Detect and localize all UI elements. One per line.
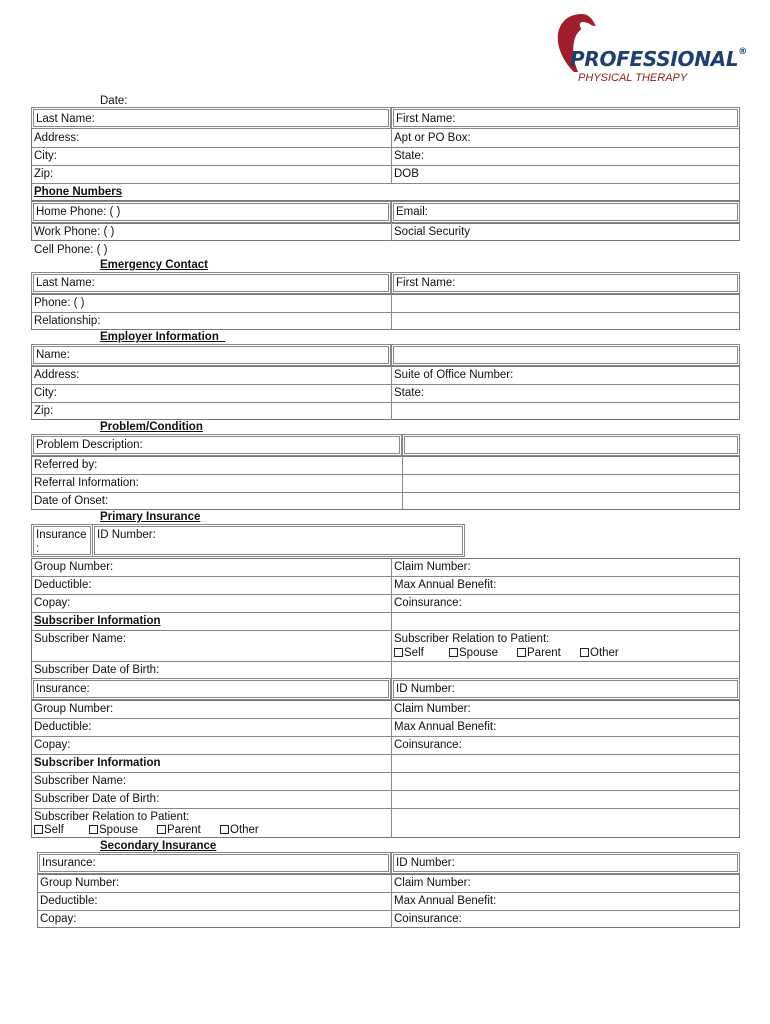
primary-subscriber-relation-label: Subscriber Relation to Patient: — [394, 633, 550, 645]
checkbox-icon[interactable] — [580, 648, 589, 657]
second-subscriber-relation-label: Subscriber Relation to Patient: — [34, 811, 190, 823]
second-claim-number-label: Claim Number: — [394, 703, 471, 715]
employer-zip-label: Zip: — [34, 405, 54, 417]
checkbox-icon[interactable] — [220, 825, 229, 834]
employer-state-label: State: — [394, 387, 425, 399]
secondary-max-benefit-label: Max Annual Benefit: — [394, 895, 497, 907]
email-label: Email: — [396, 206, 428, 218]
second-copay-label: Copay: — [34, 739, 71, 751]
employer-info-heading: Employer Information_ — [100, 331, 226, 343]
second-id-number-label: ID Number: — [396, 683, 455, 695]
option-label: Other — [230, 824, 259, 836]
second-max-benefit-label: Max Annual Benefit: — [394, 721, 497, 733]
primary-insurance-colon: : — [36, 543, 40, 555]
emergency-last-name-label: Last Name: — [36, 277, 95, 289]
state-label: State: — [394, 150, 425, 162]
address-label: Address: — [34, 132, 80, 144]
date-label: Date: — [100, 95, 128, 107]
primary-insurance-label: Insurance — [36, 529, 87, 541]
primary-claim-number-label: Claim Number: — [394, 561, 471, 573]
company-logo — [548, 10, 758, 90]
primary-id-number-label: ID Number: — [97, 529, 156, 541]
home-phone-label: Home Phone: ( ) — [36, 206, 121, 218]
checkbox-icon[interactable] — [449, 648, 458, 657]
primary-subscriber-heading: Subscriber Information — [34, 615, 161, 627]
secondary-insurance-table — [37, 874, 740, 928]
primary-insurance-heading: Primary Insurance — [100, 511, 201, 523]
second-relation-self-option[interactable] — [34, 823, 64, 837]
primary-relation-self-option[interactable] — [394, 646, 424, 660]
second-relation-other-option[interactable] — [220, 823, 259, 837]
zip-label: Zip: — [34, 168, 54, 180]
secondary-copay-label: Copay: — [40, 913, 77, 925]
primary-copay-label: Copay: — [34, 597, 71, 609]
logo-subtitle: PHYSICAL THERAPY — [578, 72, 688, 84]
apt-label: Apt or PO Box: — [394, 132, 471, 144]
date-of-onset-label: Date of Onset: — [34, 495, 109, 507]
problem-description-right-field[interactable] — [402, 434, 740, 456]
primary-subscriber-dob-label: Subscriber Date of Birth: — [34, 664, 160, 676]
primary-relation-other-option[interactable] — [580, 646, 619, 660]
second-coinsurance-label: Coinsurance: — [394, 739, 462, 751]
employer-table — [31, 366, 740, 420]
dob-label: DOB — [394, 168, 419, 180]
primary-relation-parent-option[interactable] — [517, 646, 561, 660]
secondary-coinsurance-label: Coinsurance: — [394, 913, 462, 925]
logo-registered-mark: ® — [738, 47, 747, 57]
logo-wordmark — [570, 47, 747, 71]
second-deductible-label: Deductible: — [34, 721, 92, 733]
secondary-deductible-label: Deductible: — [40, 895, 98, 907]
primary-subscriber-name-label: Subscriber Name: — [34, 633, 127, 645]
social-security-label: Social Security — [394, 226, 471, 238]
second-relation-spouse-option[interactable] — [89, 823, 138, 837]
checkbox-icon[interactable] — [394, 648, 403, 657]
secondary-insurance-label: Insurance: — [42, 857, 96, 869]
checkbox-icon[interactable] — [34, 825, 43, 834]
primary-group-number-label: Group Number: — [34, 561, 114, 573]
checkbox-icon[interactable] — [157, 825, 166, 834]
second-subscriber-heading: Subscriber Information — [34, 757, 161, 769]
cell-phone-label: Cell Phone: ( ) — [34, 244, 108, 256]
work-phone-label: Work Phone: ( ) — [34, 226, 115, 238]
first-name-label: First Name: — [396, 113, 456, 125]
employer-address-label: Address: — [34, 369, 80, 381]
employer-name-right-field[interactable] — [391, 344, 740, 366]
option-label: Other — [590, 647, 619, 659]
secondary-group-number-label: Group Number: — [40, 877, 120, 889]
emergency-phone-label: Phone: ( ) — [34, 297, 85, 309]
primary-relation-spouse-option[interactable] — [449, 646, 498, 660]
primary-max-benefit-label: Max Annual Benefit: — [394, 579, 497, 591]
employer-suite-label: Suite of Office Number: — [394, 369, 514, 381]
problem-condition-heading: Problem/Condition — [100, 421, 203, 433]
referred-by-label: Referred by: — [34, 459, 98, 471]
secondary-id-number-label: ID Number: — [396, 857, 455, 869]
second-insurance-label: Insurance: — [36, 683, 90, 695]
second-relation-parent-option[interactable] — [157, 823, 201, 837]
referral-info-label: Referral Information: — [34, 477, 139, 489]
second-group-number-label: Group Number: — [34, 703, 114, 715]
phone-numbers-heading: Phone Numbers — [34, 186, 123, 198]
employer-city-label: City: — [34, 387, 57, 399]
second-subscriber-dob-label: Subscriber Date of Birth: — [34, 793, 160, 805]
secondary-claim-number-label: Claim Number: — [394, 877, 471, 889]
option-label: Spouse — [459, 647, 499, 659]
option-label: Self — [44, 824, 64, 836]
primary-deductible-label: Deductible: — [34, 579, 92, 591]
emergency-relationship-label: Relationship: — [34, 315, 101, 327]
checkbox-icon[interactable] — [517, 648, 526, 657]
last-name-label: Last Name: — [36, 113, 95, 125]
email-field[interactable] — [391, 201, 740, 223]
problem-description-label: Problem Description: — [36, 439, 143, 451]
emergency-contact-heading: Emergency Contact — [100, 259, 209, 271]
option-label: Spouse — [99, 824, 139, 836]
logo-word-text: PROFESSIONAL — [570, 47, 739, 71]
option-label: Self — [404, 647, 424, 659]
option-label: Parent — [167, 824, 201, 836]
city-label: City: — [34, 150, 57, 162]
employer-name-field[interactable] — [31, 344, 391, 366]
option-label: Parent — [527, 647, 561, 659]
secondary-insurance-heading: Secondary Insurance — [100, 840, 217, 852]
work-phone-row — [31, 223, 740, 241]
primary-coinsurance-label: Coinsurance: — [394, 597, 462, 609]
checkbox-icon[interactable] — [89, 825, 98, 834]
employer-name-label: Name: — [36, 349, 70, 361]
second-subscriber-name-label: Subscriber Name: — [34, 775, 127, 787]
emergency-first-name-label: First Name: — [396, 277, 456, 289]
